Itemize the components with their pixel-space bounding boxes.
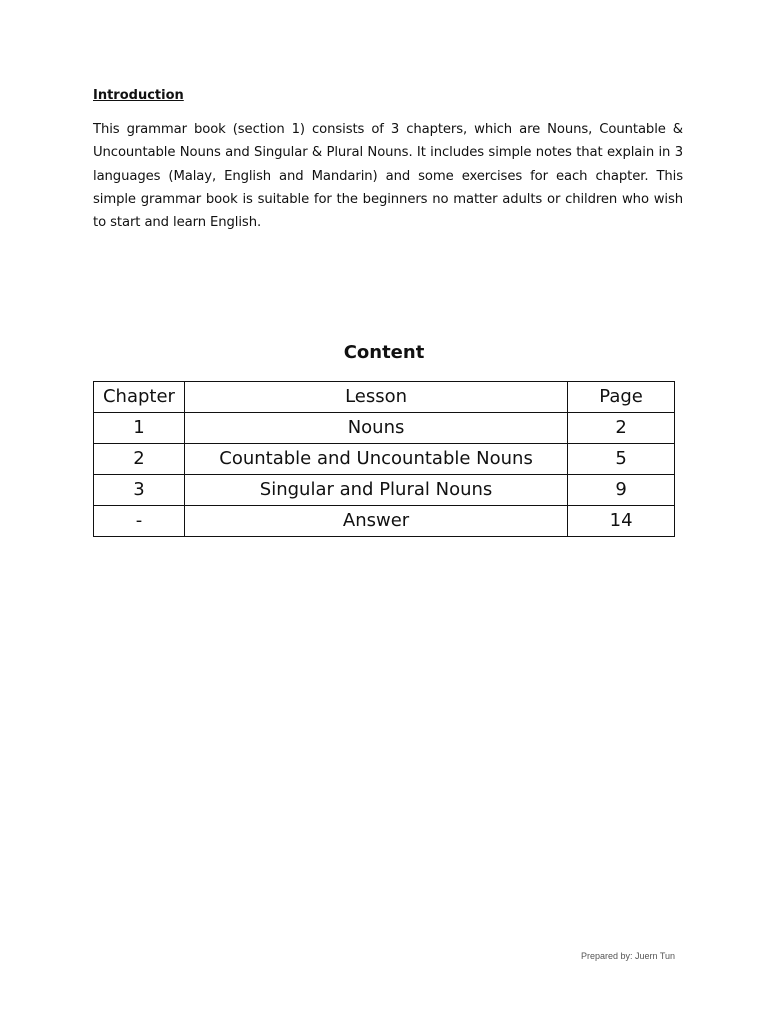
table-row — [94, 475, 675, 506]
page-cell: 9 — [568, 475, 675, 506]
introduction-heading: Introduction — [93, 88, 184, 103]
prepared-by-footer: Prepared by: Juern Tun — [580, 951, 675, 961]
table-row — [94, 444, 675, 475]
lesson-cell: Countable and Uncountable Nouns — [184, 444, 567, 475]
page-column-header: Page — [568, 382, 675, 413]
lesson-cell: Singular and Plural Nouns — [184, 475, 567, 506]
content-title: Content — [343, 342, 425, 363]
chapter-cell: - — [94, 506, 185, 537]
contents-table — [93, 381, 675, 537]
table-row — [94, 413, 675, 444]
chapter-column-header: Chapter — [94, 382, 185, 413]
chapter-cell: 1 — [94, 413, 185, 444]
chapter-cell: 3 — [94, 475, 185, 506]
chapter-cell: 2 — [94, 444, 185, 475]
introduction-paragraph: This grammar book (section 1) consists of 3 chapters, which are Nouns, Countable & Uncountable Nouns and Singular & Plural Nouns. It includes simple notes that explain in 3 languages (Malay, English and Mandarin) and some exercises for each chapter. This simple grammar book is suitable for the beginners no matter adults or children who wish to start and learn English. — [93, 122, 683, 231]
table-header-row — [94, 382, 675, 413]
page-cell: 5 — [568, 444, 675, 475]
table-row — [94, 506, 675, 537]
page-cell: 2 — [568, 413, 675, 444]
lesson-cell: Answer — [184, 506, 567, 537]
page-cell: 14 — [568, 506, 675, 537]
lesson-cell: Nouns — [184, 413, 567, 444]
lesson-column-header: Lesson — [184, 382, 567, 413]
